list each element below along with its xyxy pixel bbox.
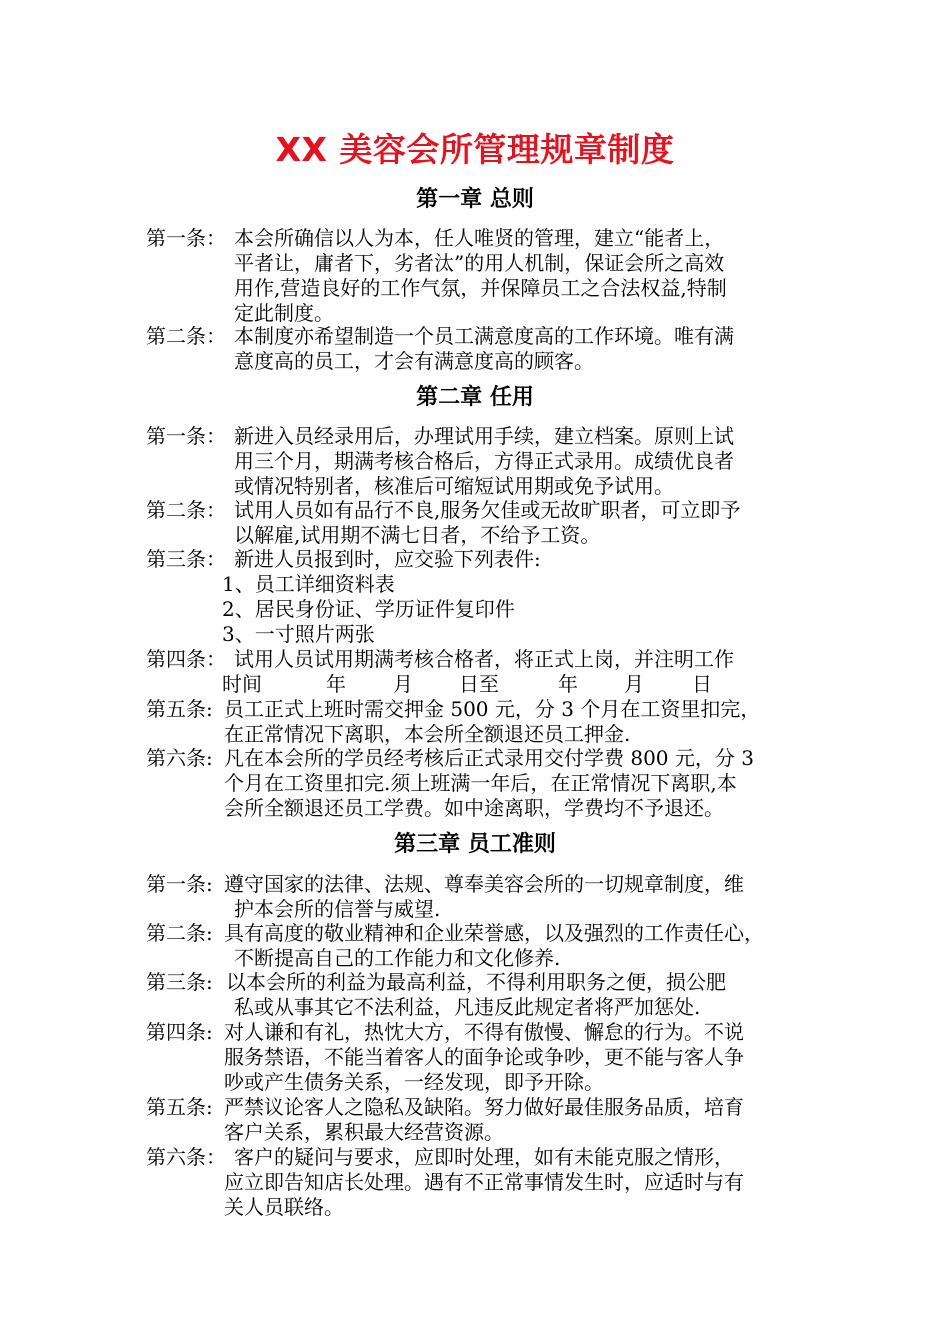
article-label: 第六条: <box>146 746 213 770</box>
date-field-label: 年 <box>558 672 578 696</box>
article-label: 第二条： <box>146 498 226 522</box>
article-line: 具有高度的敬业精神和企业荣誉感，以及强烈的工作责任心， <box>224 921 764 945</box>
list-item: 1、员工详细资料表 <box>222 572 395 596</box>
article-line: 护本会所的信誉与威望. <box>234 897 441 921</box>
date-field-label: 月 <box>624 672 644 696</box>
article-line: 以解雇,试用期不满七日者，不给予工资。 <box>234 523 601 547</box>
article-line: 以本会所的利益为最高利益，不得利用职务之便，损公肥 <box>226 970 726 994</box>
article-line: 定此制度。 <box>234 301 334 325</box>
article-line: 客户的疑问与要求，应即时处理，如有未能克服之情形， <box>234 1145 734 1169</box>
article-line: 用作,营造良好的工作气氛，并保障员工之合法权益,特制 <box>234 276 727 300</box>
article-line: 对人谦和有礼，热忱大方，不得有傲慢、懈怠的行为。不说 <box>224 1020 744 1044</box>
article-line: 员工正式上班时需交押金 500 元，分 3 个月在工资里扣完， <box>224 697 761 721</box>
list-item: 3、一寸照片两张 <box>222 622 375 646</box>
article-line: 凡在本会所的学员经考核后正式录用交付学费 800 元，分 3 <box>224 746 754 770</box>
document-title: XX 美容会所管理规章制度 <box>275 130 675 169</box>
date-field-label: 年 <box>326 672 346 696</box>
article-label: 第二条： <box>146 324 226 348</box>
article-line: 应立即告知店长处理。遇有不正常事情发生时，应适时与有 <box>224 1170 744 1194</box>
article-label: 第四条： <box>146 647 226 671</box>
article-label: 第一条： <box>146 226 226 250</box>
chapter-heading: 第三章 员工准则 <box>394 832 556 857</box>
article-line: 试用人员如有品行不良,服务欠佳或无故旷职者，可立即予 <box>234 498 741 522</box>
article-line: 会所全额退还员工学费。如中途离职，学费均不予退还。 <box>224 796 724 820</box>
date-field-label: 时间 <box>222 672 262 696</box>
article-line: 严禁议论客人之隐私及缺陷。努力做好最佳服务品质，培育 <box>224 1095 744 1119</box>
article-line: 私或从事其它不法利益，凡违反此规定者将严加惩处. <box>234 995 701 1019</box>
article-line: 个月在工资里扣完.须上班满一年后，在正常情况下离职,本 <box>224 771 737 795</box>
article-line: 吵或产生债务关系，一经发现，即予开除。 <box>224 1070 604 1094</box>
article-line: 遵守国家的法律、法规、尊奉美容会所的一切规章制度，维 <box>224 872 744 896</box>
article-line: 服务禁语，不能当着客人的面争论或争吵，更不能与客人争 <box>224 1045 744 1069</box>
article-label: 第一条: <box>146 872 213 896</box>
article-line: 或情况特别者，核准后可缩短试用期或免予试用。 <box>234 474 674 498</box>
chapter-heading: 第一章 总则 <box>416 187 534 212</box>
article-line: 新进入员经录用后，办理试用手续，建立档案。原则上试 <box>234 424 734 448</box>
article-line: 平者让，庸者下，劣者汰”的用人机制，保证会所之高效 <box>234 251 725 275</box>
date-field-label: 月 <box>393 672 413 696</box>
article-line: 在正常情况下离职，本会所全额退还员工押金. <box>224 722 631 746</box>
article-line: 意度高的员工，才会有满意度高的顾客。 <box>234 349 594 373</box>
article-line: 不断提高自己的工作能力和文化修养. <box>234 946 561 970</box>
chapter-heading: 第二章 任用 <box>416 385 534 410</box>
article-label: 第三条: <box>146 970 213 994</box>
article-label: 第一条： <box>146 424 226 448</box>
article-line: 用三个月，期满考核合格后，方得正式录用。成绩优良者 <box>234 449 734 473</box>
list-item: 2、居民身份证、学历证件复印件 <box>222 597 515 621</box>
article-line: 本制度亦希望制造一个员工满意度高的工作环境。唯有满 <box>234 324 734 348</box>
article-line: 新进人员报到时，应交验下列表件: <box>234 547 541 571</box>
article-label: 第五条: <box>146 1095 213 1119</box>
article-line: 本会所确信以人为本，任人唯贤的管理，建立“能者上， <box>234 226 725 250</box>
article-label: 第二条: <box>146 921 213 945</box>
date-field-label: 日 <box>692 672 712 696</box>
article-line: 试用人员试用期满考核合格者，将正式上岗，并注明工作 <box>234 647 734 671</box>
article-label: 第四条: <box>146 1020 213 1044</box>
article-label: 第三条： <box>146 547 226 571</box>
article-line: 关人员联络。 <box>224 1195 344 1219</box>
article-label: 第五条: <box>146 697 213 721</box>
date-field-label: 日至 <box>459 672 499 696</box>
article-label: 第六条： <box>146 1145 226 1169</box>
article-line: 客户关系，累积最大经营资源。 <box>224 1120 504 1144</box>
